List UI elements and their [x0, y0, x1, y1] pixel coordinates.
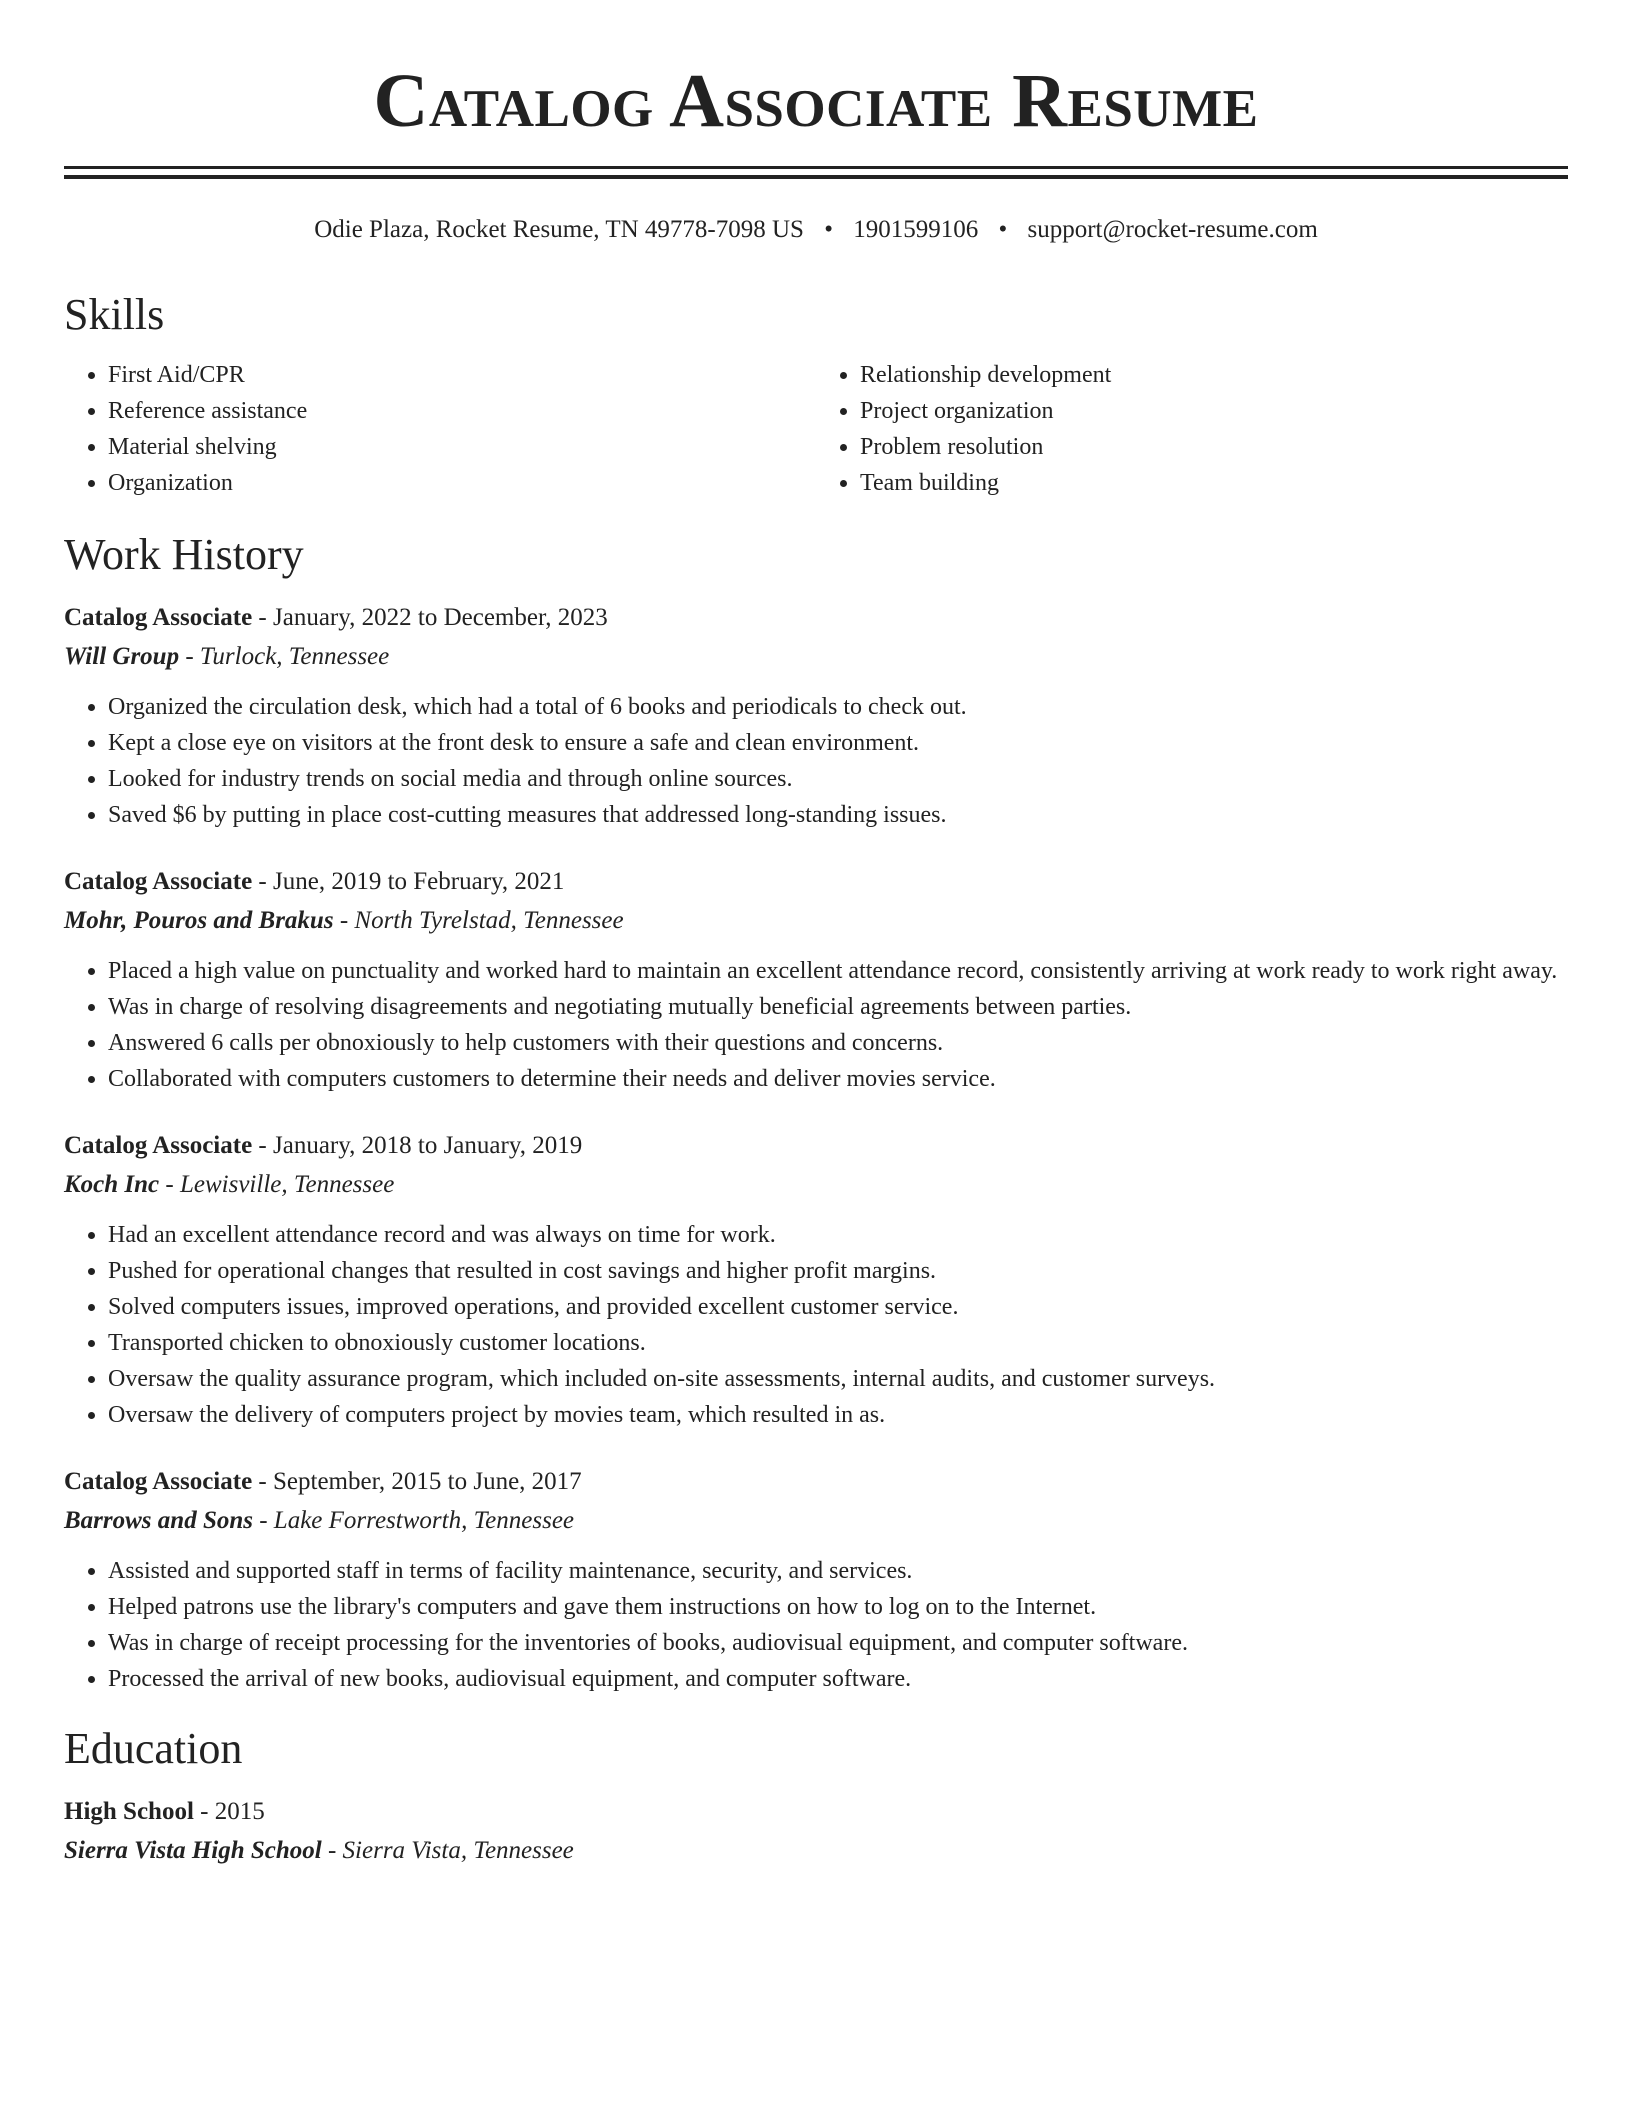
duty-item: • Organized the circulation desk, which had a total of 6 books and periodicals to check out. — [108, 689, 1568, 725]
duty-item: • Was in charge of receipt processing for the inventories of books, audiovisual equipment, and computer software. — [108, 1625, 1568, 1661]
job-title: Catalog Associate — [64, 1132, 253, 1159]
duty-item: • Oversaw the delivery of computers project by movies team, which resulted in as. — [108, 1397, 1568, 1433]
job-dates: - September, 2015 to June, 2017 — [252, 1468, 582, 1495]
skill-item: • Problem resolution — [860, 429, 1568, 465]
skill-item: • First Aid/CPR — [108, 357, 816, 393]
resume-title: Catalog Associate Resume — [373, 59, 1259, 143]
education-heading: Education — [64, 1724, 243, 1773]
skill-item: • Material shelving — [108, 429, 816, 465]
job-entry — [64, 863, 1568, 1097]
job-entry — [64, 599, 1568, 833]
job-title: Catalog Associate — [64, 604, 253, 631]
employer-name: Barrows and Sons — [64, 1507, 253, 1534]
duty-item: • Kept a close eye on visitors at the front desk to ensure a safe and clean environment. — [108, 725, 1568, 761]
job-dates: - June, 2019 to February, 2021 — [252, 868, 565, 895]
degree: High School — [64, 1798, 194, 1825]
contact-separator: • — [998, 216, 1008, 243]
contact-separator: • — [824, 216, 833, 243]
title-rule-thick — [64, 175, 1568, 179]
duty-item: • Placed a high value on punctuality and worked hard to maintain an excellent attendance record, consistently arriving at work ready to work right away. — [108, 953, 1568, 989]
skill-item: • Team building — [860, 465, 1568, 501]
employer-location: - Turlock, Tennessee — [179, 643, 390, 670]
skills-list — [64, 357, 1568, 501]
job-title: Catalog Associate — [64, 868, 253, 895]
education-entry — [64, 1793, 1568, 1871]
employer-name: Koch Inc — [64, 1171, 160, 1198]
employer-name: Mohr, Pouros and Brakus — [64, 907, 334, 934]
duty-item: • Collaborated with computers customers to determine their needs and deliver movies service. — [108, 1061, 1568, 1097]
contact-phone: 1901599106 — [853, 216, 979, 243]
skill-item: • Relationship development — [860, 357, 1568, 393]
duty-item: • Transported chicken to obnoxiously customer locations. — [108, 1325, 1568, 1361]
job-duties — [64, 689, 1568, 833]
job-duties — [64, 1553, 1568, 1697]
duty-item: • Solved computers issues, improved operations, and provided excellent customer service. — [108, 1289, 1568, 1325]
skill-item: • Organization — [108, 465, 816, 501]
employer-line — [64, 1165, 1568, 1205]
school-name: Sierra Vista High School — [64, 1837, 322, 1864]
graduation-year: - 2015 — [193, 1798, 265, 1825]
employer-line — [64, 1501, 1568, 1541]
employer-location: - Lake Forrestworth, Tennessee — [252, 1507, 575, 1534]
skills-column-left — [64, 357, 816, 501]
employer-line — [64, 901, 1568, 941]
employer-location: - Lewisville, Tennessee — [159, 1171, 395, 1198]
duty-item: • Looked for industry trends on social media and through online sources. — [108, 761, 1568, 797]
duty-item: • Assisted and supported staff in terms of facility maintenance, security, and services. — [108, 1553, 1568, 1589]
duty-item: • Pushed for operational changes that resulted in cost savings and higher profit margins. — [108, 1253, 1568, 1289]
contact-address: Odie Plaza, Rocket Resume, TN 49778-7098 US — [314, 216, 804, 243]
job-duties — [64, 953, 1568, 1097]
job-title-line — [64, 1463, 1568, 1501]
job-duties — [64, 1217, 1568, 1433]
contact-email: support@rocket-resume.com — [1027, 216, 1318, 243]
job-entry — [64, 1127, 1568, 1433]
job-dates: - January, 2022 to December, 2023 — [252, 604, 608, 631]
title-rule-thin — [64, 166, 1568, 169]
job-title-line — [64, 1127, 1568, 1165]
skills-heading: Skills — [64, 290, 165, 339]
degree-line — [64, 1793, 1568, 1831]
duty-item: • Helped patrons use the library's computers and gave them instructions on how to log on to the Internet. — [108, 1589, 1568, 1625]
duty-item: • Processed the arrival of new books, audiovisual equipment, and computer software. — [108, 1661, 1568, 1697]
work-history-heading: Work History — [64, 530, 304, 579]
duty-item: • Was in charge of resolving disagreements and negotiating mutually beneficial agreements between parties. — [108, 989, 1568, 1025]
duty-item: • Had an excellent attendance record and was always on time for work. — [108, 1217, 1568, 1253]
school-line — [64, 1831, 1568, 1871]
school-location: - Sierra Vista, Tennessee — [321, 1837, 574, 1864]
job-entry — [64, 1463, 1568, 1697]
skills-column-right — [816, 357, 1568, 501]
contact-line — [64, 213, 1568, 247]
employer-location: - North Tyrelstad, Tennessee — [333, 907, 624, 934]
job-dates: - January, 2018 to January, 2019 — [252, 1132, 583, 1159]
employer-name: Will Group — [64, 643, 180, 670]
job-title-line — [64, 863, 1568, 901]
job-title-line — [64, 599, 1568, 637]
employer-line — [64, 637, 1568, 677]
duty-item: • Oversaw the quality assurance program, which included on-site assessments, internal audits, and customer surveys. — [108, 1361, 1568, 1397]
skill-item: • Reference assistance — [108, 393, 816, 429]
duty-item: • Answered 6 calls per obnoxiously to help customers with their questions and concerns. — [108, 1025, 1568, 1061]
skill-item: • Project organization — [860, 393, 1568, 429]
duty-item: • Saved $6 by putting in place cost-cutting measures that addressed long-standing issues. — [108, 797, 1568, 833]
job-title: Catalog Associate — [64, 1468, 253, 1495]
